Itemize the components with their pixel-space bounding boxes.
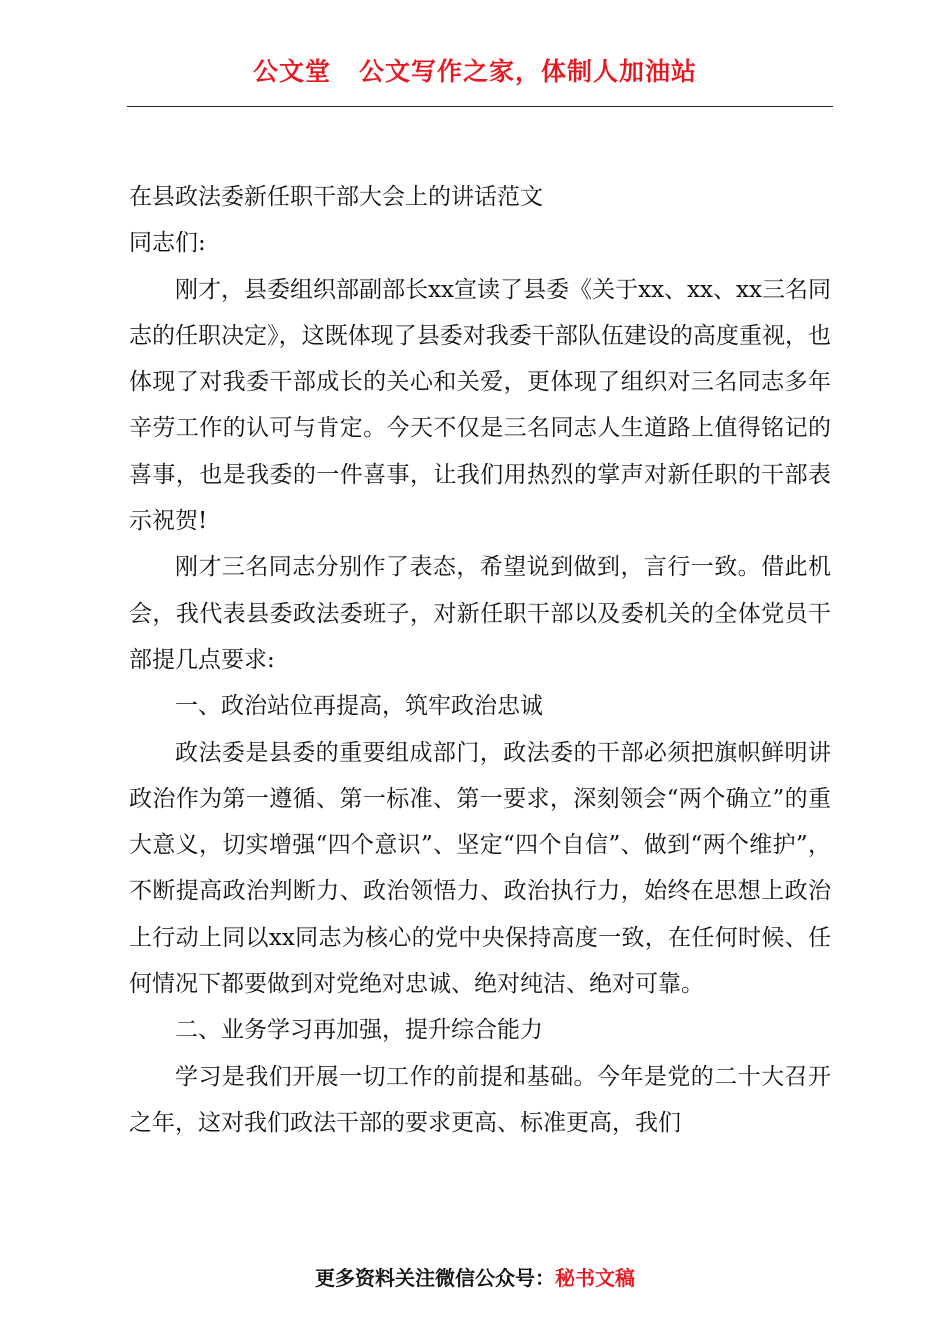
page-footer (0, 1262, 950, 1291)
salutation: 同志们: (129, 230, 206, 257)
section-heading-2: 二、业务学习再加强，提升综合能力 (175, 1017, 543, 1044)
header-brand: 公文堂 (252, 57, 331, 86)
section-heading-1: 一、政治站位再提高，筑牢政治忠诚 (175, 693, 543, 720)
paragraph-1: 刚才，县委组织部副部长xx宣读了县委《关于xx、xx、xx三名同志的任职决定》，这既体现了县委对我委干部队伍建设的高度重视，也体现了对我委干部成长的关心和关爱，更体现了组织对三名同志多年辛劳工作的认可与肯定。今天不仅是三名同志人生道路上值得铭记的喜事，也是我委的一件喜事，让我们用热烈的掌声对新任职的干部表示祝贺! (129, 276, 831, 535)
paragraph-3: 政法委是县委的重要组成部门，政法委的干部必须把旗帜鲜明讲政治作为第一遵循、第一标准、第一要求，深刻领会“两个确立”的重大意义，切实增强“四个意识”、坚定“四个自信”、做到“两个维护”，不断提高政治判断力、政治领悟力、政治执行力，始终在思想上政治上行动上同以xx同志为核心的党中央保持高度一致，在任何时候、任何情况下都要做到对党绝对忠诚、绝对纯洁、绝对可靠。 (129, 739, 831, 998)
footer-prefix: 更多资料关注微信公众号： (315, 1266, 555, 1290)
paragraph-2: 刚才三名同志分别作了表态，希望说到做到，言行一致。借此机会，我代表县委政法委班子，对新任职干部以及委机关的全体党员干部提几点要求: (129, 554, 831, 673)
header-divider (127, 106, 833, 107)
document-body (129, 174, 831, 1146)
footer-account: 秘书文稿 (555, 1266, 635, 1290)
paragraph-4: 学习是我们开展一切工作的前提和基础。今年是党的二十大召开之年，这对我们政法干部的要求更高、标准更高，我们 (129, 1063, 831, 1136)
page-header (0, 52, 950, 88)
document-title: 在县政法委新任职干部大会上的讲话范文 (129, 184, 543, 210)
header-slogan: 公文写作之家，体制人加油站 (359, 57, 698, 86)
